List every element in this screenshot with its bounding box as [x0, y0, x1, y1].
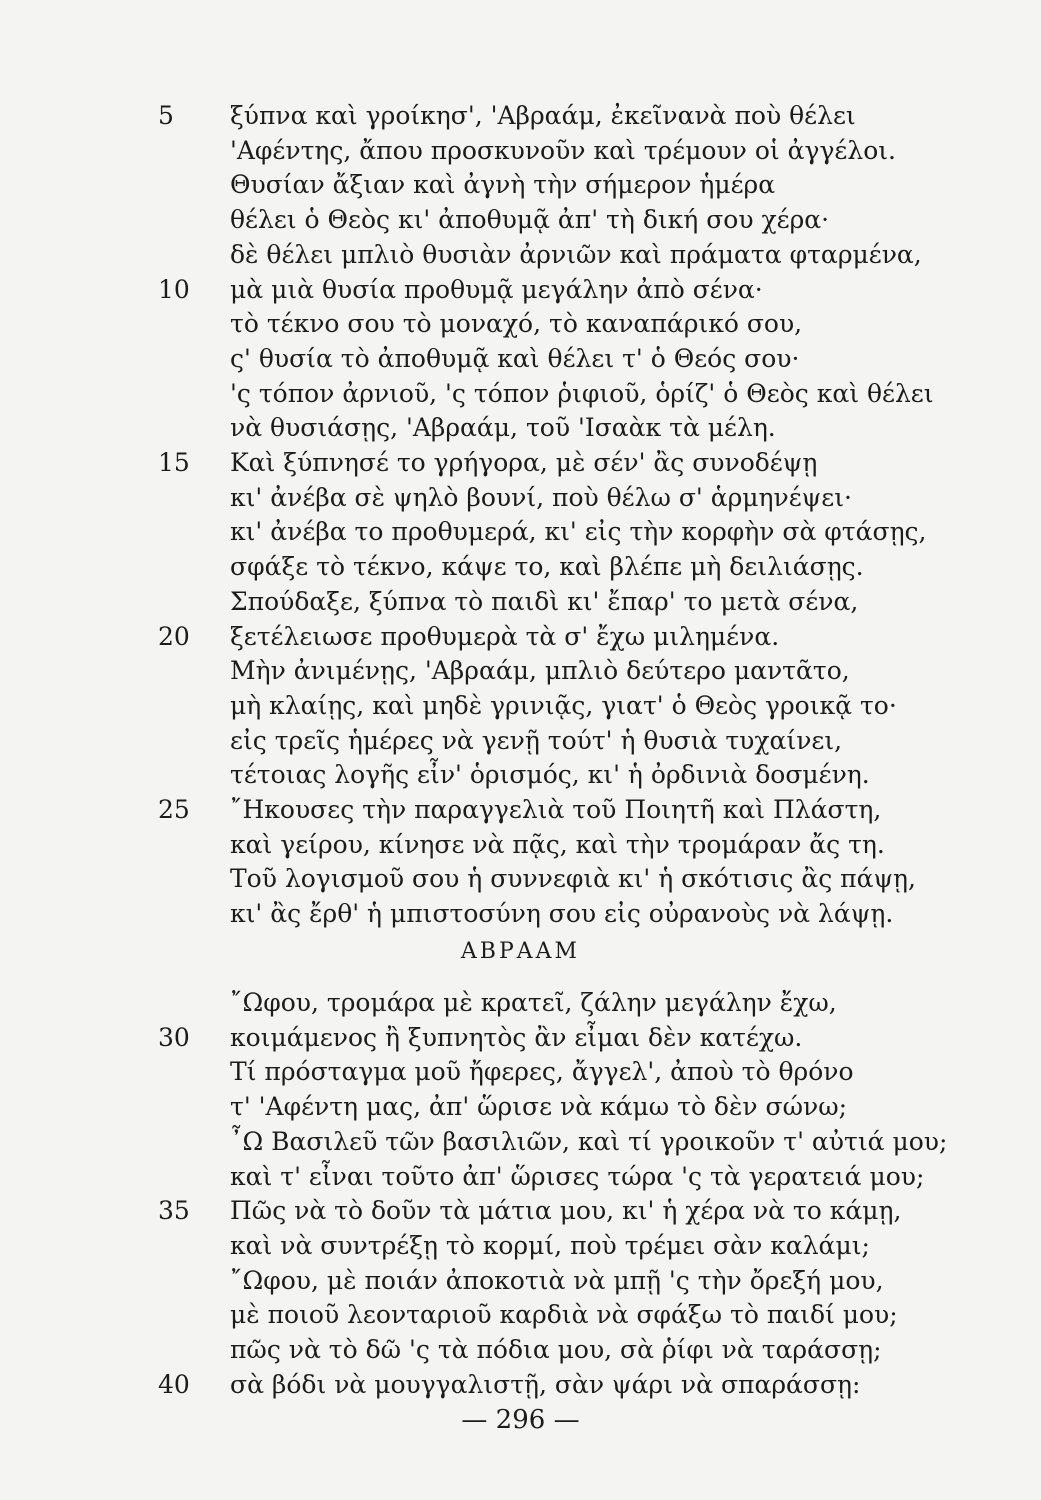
verse-text: θέλει ὁ Θεὸς κι' ἀποθυμᾷ ἀπ' τὴ δική σου χέρα·	[230, 205, 830, 235]
verse-text: νὰ θυσιάσῃς, 'Αβραάμ, τοῦ 'Ισαὰκ τὰ μέλη.	[230, 413, 776, 443]
verse-text: καὶ γείρου, κίνησε νὰ πᾷς, καὶ τὴν τρομάραν ἄς τη.	[230, 829, 885, 859]
verse-text: κι' ἀνέβα σὲ ψηλὸ βουνί, ποὺ θέλω σ' ἁρμηνέψει·	[230, 482, 852, 512]
verse-text: Τί πρόσταγμα μοῦ ἤφερες, ἄγγελ', ἀποὺ τὸ θρόνο	[230, 1057, 854, 1087]
verse-text: κι' ἂς ἔρθ' ἡ μπιστοσύνη σου εἰς οὐρανοὺς νὰ λάψῃ.	[230, 899, 894, 929]
verse-text: Θυσίαν ἄξιαν καὶ ἀγνὴ τὴν σήμερον ἡμέρα	[230, 170, 776, 200]
line-number: 5	[158, 101, 174, 130]
verse-text: κοιμάμενος ἢ ξυπνητὸς ἂν εἶμαι δὲν κατέχω.	[230, 1022, 803, 1052]
line-number: 40	[158, 1369, 190, 1399]
verse-text: ῏Ω Βασιλεῦ τῶν βασιλιῶν, καὶ τί γροικοῦν τ' αὐτιά μου;	[230, 1126, 948, 1156]
verse-text: μὴ κλαίῃς, καὶ μηδὲ γρινιᾷς, γιατ' ὁ Θεὸς γροικᾷ το·	[230, 690, 897, 720]
verse-text: τὸ τέκνο σου τὸ μοναχό, τὸ καναπάρικό σου,	[230, 309, 803, 339]
verse-text: Καὶ ξύπνησέ το γρήγορα, μὲ σέν' ἂς συνοδέψῃ	[230, 448, 818, 477]
verse-line	[0, 1365, 1041, 1405]
verse-text: εἰς τρεῖς ἡμέρες νὰ γενῇ τούτ' ἡ θυσιὰ τυχαίνει,	[230, 725, 843, 755]
verse-text: σὰ βόδι νὰ μουγγαλιστῇ, σὰν ψάρι νὰ σπαράσσῃ:	[230, 1369, 861, 1399]
verse-text: μὲ ποιοῦ λεονταριοῦ καρδιὰ νὰ σφάξω τὸ παιδί μου;	[230, 1300, 898, 1330]
line-number: 25	[158, 795, 190, 824]
line-number: 30	[158, 1022, 190, 1052]
verse-text: τ' 'Αφέντη μας, ἀπ' ὥρισε νὰ κάμω τὸ δὲν σώνω;	[230, 1092, 848, 1122]
speaker-heading: ΑΒΡΑΑΜ	[460, 939, 581, 964]
page-number: — 296 —	[461, 1405, 580, 1435]
verse-text: πῶς νὰ τὸ δῶ 'ς τὰ πόδια μου, σὰ ῥίφι νὰ ταράσσῃ;	[230, 1335, 882, 1364]
verse-text: Σπούδαξε, ξύπνα τὸ παιδὶ κι' ἔπαρ' το μετὰ σένα,	[230, 586, 859, 616]
verse-text: ς' θυσία τὸ ἀποθυμᾷ καὶ θέλει τ' ὁ Θεός σου·	[230, 343, 800, 373]
line-number: 15	[158, 448, 190, 477]
verse-line	[0, 894, 1041, 934]
verse-text: ξύπνα καὶ γροίκησ', 'Αβραάμ, ἐκεῖνανὰ ποὺ θέλει	[230, 101, 856, 130]
verse-text: σφάξε τὸ τέκνο, κάψε το, καὶ βλέπε μὴ δειλιάσῃς.	[230, 552, 864, 582]
verse-text: καὶ νὰ συντρέξῃ τὸ κορμί, ποὺ τρέμει σὰν καλάμι;	[230, 1230, 870, 1260]
verse-text: δὲ θέλει μπλιὸ θυσιὰν ἀρνιῶν καὶ πράματα φταρμένα,	[230, 239, 922, 269]
verse-text: Τοῦ λογισμοῦ σου ἡ συννεφιὰ κι' ἡ σκότισις ἂς πάψῃ,	[230, 864, 916, 894]
verse-text: ῎Ωφου, μὲ ποιάν ἀποκοτιὰ νὰ μπῇ 'ς τὴν ὄρεξή μου,	[230, 1265, 884, 1295]
verse-text: ῎Ωφου, τρομάρα μὲ κρατεῖ, ζάλην μεγάλην ἔχω,	[230, 988, 837, 1017]
verse-text: ξετέλειωσε προθυμερὰ τὰ σ' ἔχω μιλημένα.	[230, 621, 780, 651]
verse-text: Μὴν ἀνιμένῃς, 'Αβραάμ, μπλιὸ δεύτερο μαντᾶτο,	[230, 656, 850, 686]
verse-text: καὶ τ' εἶναι τοῦτο ἀπ' ὥρισες τώρα 'ς τὰ γερατειά μου;	[230, 1161, 925, 1191]
line-number: 35	[158, 1196, 190, 1226]
line-number: 10	[158, 274, 190, 304]
verse-text: 'ς τόπον ἀρνιοῦ, 'ς τόπον ῥιφιοῦ, ὁρίζ' ὁ Θεὸς καὶ θέλει	[230, 378, 934, 408]
verse-text: ῎Ηκουσες τὴν παραγγελιὰ τοῦ Ποιητῆ καὶ Πλάστη,	[230, 795, 882, 824]
verse-text: Πῶς νὰ τὸ δοῦν τὰ μάτια μου, κι' ἡ χέρα νὰ το κάμῃ,	[230, 1196, 902, 1226]
line-number: 20	[158, 621, 190, 651]
verse-text: 'Αφέντης, ἄπου προσκυνοῦν καὶ τρέμουν οἱ ἀγγέλοι.	[230, 135, 896, 165]
verse-text: μὰ μιὰ θυσία προθυμᾷ μεγάλην ἀπὸ σένα·	[230, 274, 763, 304]
verse-text: τέτοιας λογῆς εἶν' ὁρισμός, κι' ἡ ὀρδινιὰ δοσμένη.	[230, 760, 870, 790]
verse-text: κι' ἀνέβα το προθυμερά, κι' εἰς τὴν κορφὴν σὰ φτάσῃς,	[230, 517, 927, 547]
